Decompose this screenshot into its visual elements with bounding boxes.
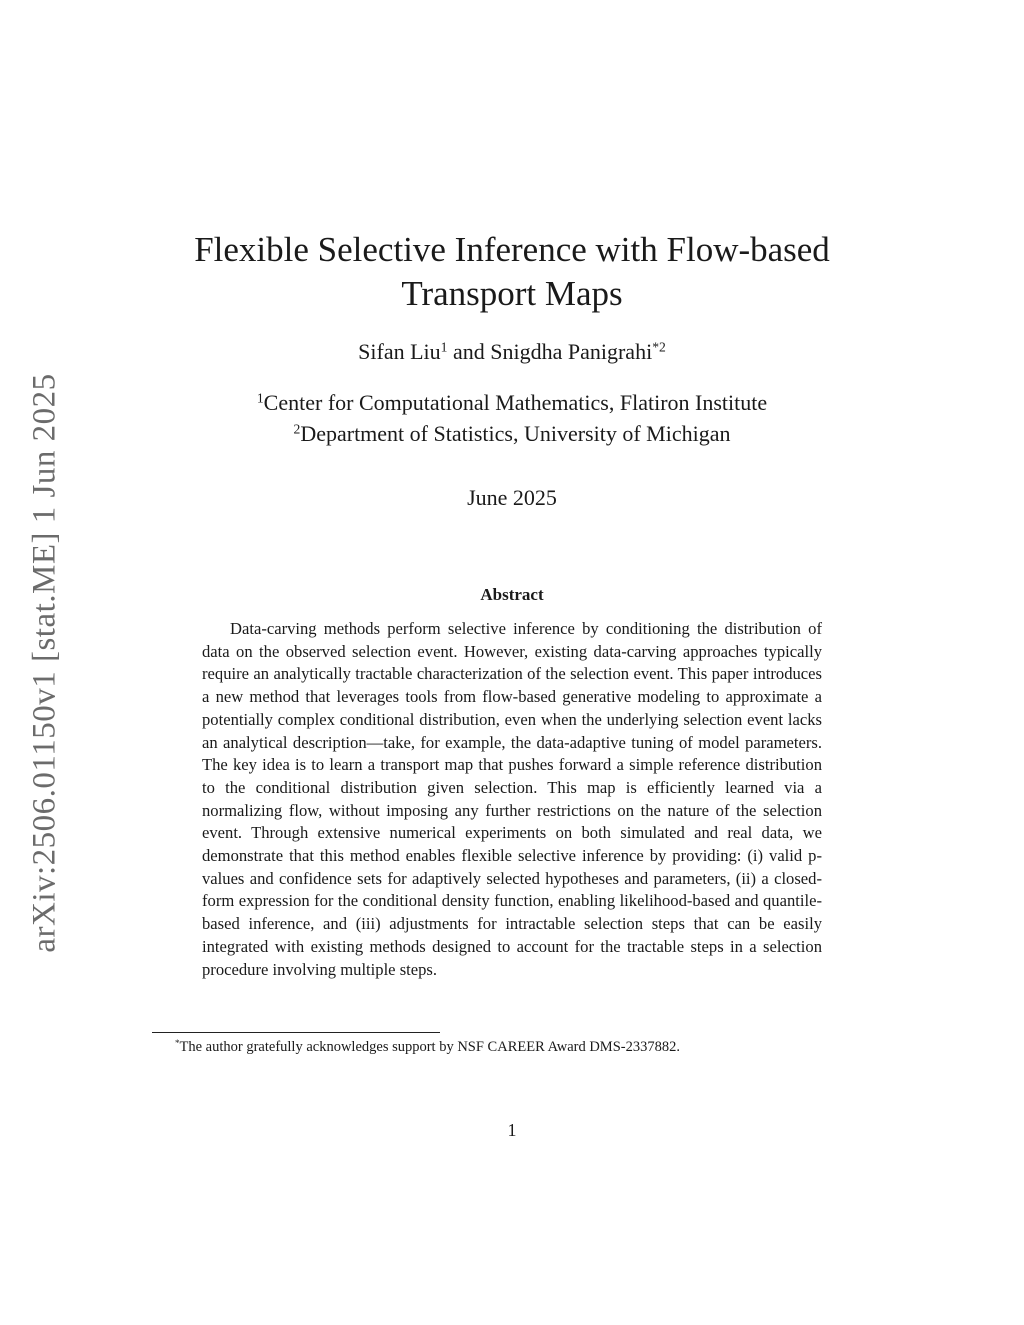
author-affiliation-mark: 1 <box>440 339 448 355</box>
arxiv-side-stamp: arXiv:2506.01150v1 [stat.ME] 1 Jun 2025 <box>26 373 63 953</box>
title-line-1: Flexible Selective Inference with Flow-based <box>194 230 830 269</box>
affiliation-text: Center for Computational Mathematics, Flatiron Institute <box>263 390 768 415</box>
paper-title <box>150 228 874 316</box>
affiliation-text: Department of Statistics, University of Michigan <box>300 421 731 446</box>
paper-date: June 2025 <box>467 485 557 510</box>
abstract-heading: Abstract <box>480 585 544 604</box>
author-joiner: and <box>452 339 485 364</box>
author-affiliation-mark: *2 <box>652 339 666 355</box>
footnote-mark: * <box>175 1038 180 1049</box>
title-line-2: Transport Maps <box>401 274 623 313</box>
footnote-divider <box>152 1032 440 1033</box>
author-name: Snigdha Panigrahi <box>490 339 653 364</box>
affiliation <box>0 390 1024 416</box>
author-list <box>0 339 1024 365</box>
page-number: 1 <box>507 1120 517 1140</box>
affiliation-mark: 2 <box>293 421 301 437</box>
affiliation-mark: 1 <box>256 390 264 406</box>
affiliation <box>0 421 1024 447</box>
author-name: Sifan Liu <box>358 339 441 364</box>
footnote <box>175 1039 680 1056</box>
footnote-text: The author gratefully acknowledges support by NSF CAREER Award DMS-2337882. <box>179 1039 680 1055</box>
abstract-body: Data-carving methods perform selective inference by conditioning the distribution of data on the observed selection event. However, existing data-carving approaches typically require an analytically tractable characterization of the selection event. This paper introduces a new method that leverages tools from flow-based generative modeling to approximate a potentially complex conditional distribution, even when the underlying selection event lacks an analytical description—take, for example, the data-adaptive tuning of model parameters. The key idea is to learn a transport map that pushes forward a simple reference distribution to the conditional distribution given selection. This map is efficiently learned via a normalizing flow, without imposing any further restrictions on the nature of the selection event. Through extensive numerical experiments on both simulated and real data, we demonstrate that this method enables flexible selective inference by providing: (i) valid p-values and confidence sets for adaptively selected hypotheses and parameters, (ii) a closed-form expression for the conditional density function, enabling likelihood-based and quantile-based inference, and (iii) adjustments for intractable selection steps that can be easily integrated with existing methods designed to account for the tractable steps in a selection procedure involving multiple steps. <box>202 619 822 979</box>
